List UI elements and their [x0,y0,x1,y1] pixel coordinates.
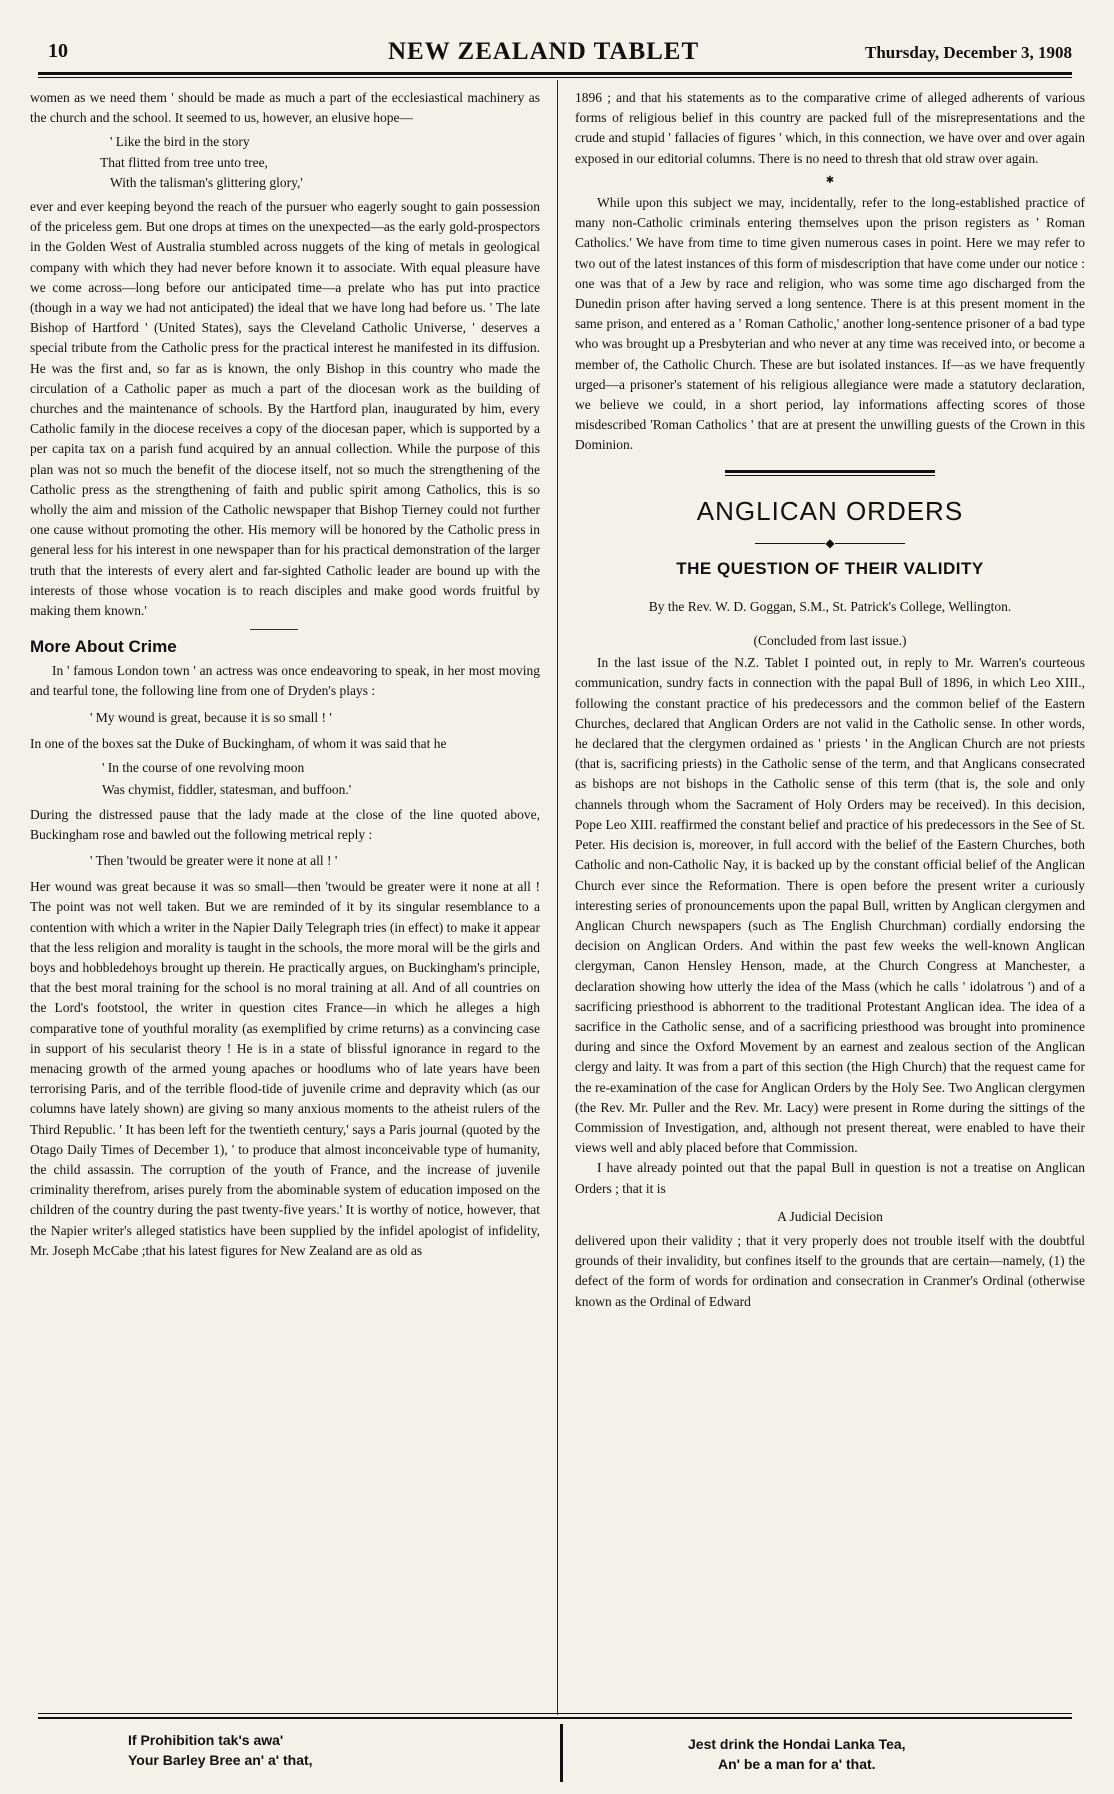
star-divider: ✱ [825,174,835,186]
footer-rule-thick [38,1717,1072,1719]
issue-date: Thursday, December 3, 1908 [865,43,1072,62]
verse-buckingham [102,758,540,800]
hartford-paragraph: ever and ever keeping beyond the reach of the pursuer who eagerly sought to gain possession of the priceless gem. But one drops at times on the unexpected—as the early gold-prospectors in the Golden West of Australia stumbled across nuggets of the king of metals in geological company with which they had never before known it to associate. With equal pleasure have we come across—long before our anticipated time—a prelate who has put into practice (though in a way we had not anticipated) the ideal that we have long had before us. ' The late Bishop of Hartford ' (United States), says the Cleveland Catholic Universe, ' deserves a special tribute from the Catholic press for the practical interest he manifested in its diffusion. He was the first and, so far as is known, the only Bishop in this country who made the circulation of a Catholic paper as much a part of the diocesan work as the building of churches and the maintenance of schools. By the Hartford plan, inaugurated by him, every Catholic family in the diocese receives a copy of the diocesan paper, which is supported by a per capita tax on a parish fund acquired by an annual collection. While the purpose of this plan was not so much the benefit of the diocese itself, not so much the strengthening of the Catholic press as the strengthening of faith and public spirit among Catholics, this is so wholly the aim and mission of the Catholic newspaper that Bishop Tierney could not further one cause without promoting the other. His memory will be honored by the Catholic press in general less for his interest in one newspaper than for his practical demonstration of the larger truth that the interests of every alert and far-sighted Catholic leader are bound up with the interests of those whose vocation is to reach disciples and make good words fruitful by making them known.' [30,199,540,619]
advert-line: An' be a man for a' that. [718,1756,876,1772]
crime-paragraph: Her wound was great because it was so small—then 'twould be greater were it none at all ! The point was not well taken. But we are reminded of it by its singular resemblance to a contention with which a writer in the Napier Daily Telegraph tries (in effect) to make it appear that the less religion and morality is taught in the schools, the more moral will be the girls and boys and hobbledehoys brought up therein. He practically argues, on Buckingham's principle, that the best moral training for the school is no moral training at all. And of all countries on the Lord's footstool, the writer in question cites France—in which he alleges a high comparative tone of youthful morality (as exemplified by crime returns) as a convincing case in support of his secularist theory ! He is in a state of blissful ignorance in regard to the menacing growth of the armed young apaches or hoodlums who of late years have been terrorising Paris, and of the terrible flood-tide of juvenile crime and depravity which (as our columns have lately shown) are giving so many anxious moments to the atheist rulers of the Third Republic. ' It has been left for the twentieth century,' says a Paris journal (quoted by the Otago Daily Times of December 1), ' to produce that almost inconceivable type of humanity, the child assassin. The corruption of the youth of France, and the increase of juvenile criminality therefrom, arises purely from the abominable system of education imposed on the children of the country during the past twenty-five years.' It is worthy of notice, however, that the Napier writer's alleged statistics have been supplied by the infidel apologist of infidelity, Mr. Joseph McCabe ;that his latest figures for New Zealand are as old as [30,879,540,1258]
article-paragraph: In the last issue of the N.Z. Tablet I pointed out, in reply to Mr. Warren's courteous communication, sundry facts in connection with the papal Bull of 1896, in which Leo XIII., following the constant practice of his predecessors and the common belief of the Eastern Churches, declared that Anglican Orders are not valid in the Catholic sense. In other words, he declared that the clergymen ordained as ' priests ' in the Anglican Church are not priests (that is, sacrificing priests) in the Catholic sense of the term, and that Anglicans consecrated as bishops are not bishops in the Catholic sense of this term (that is, the sole and only channels through whom the Sacrament of Holy Orders may be received). In this decision, Pope Leo XIII. reaffirmed the constant belief and practice of his predecessors in the See of St. Peter. His decision is, moreover, in full accord with the belief of the Eastern Churches, both Catholic and non-Catholic Nay, it is backed up by the constant official belief of the Anglican Church ever since the Reformation. There is open before the present writer a curiously interesting series of pronouncements upon the papal Bull, written by Anglican clergymen and Anglican Church newspapers (such as The English Churchman) cordially endorsing the decision on Anglican Orders. And within the past few weeks the well-known Anglican clergyman, Canon Hensley Henson, made, at the Church Congress at Manchester, a declaration showing how utterly the idea of the Mass (which he calls ' idolatrous ') and of a sacrificing priesthood is abhorrent to the traditional Protestant Anglican idea. The idea of a sacrifice in the Catholic sense, and of a sacrificing priesthood was brought into prominence during and since the Oxford Movement by an earnest and zealous section of the Anglican clergy and laity. It was from a part of this section (the High Church) that the request came for the re-examination of the case for Anglican Orders by the Holy See. Two Anglican clergymen (the Rev. Mr. Puller and the Rev. Mr. Lacy) were present in Rome during the sittings of the Commission of Investigation, and, although not present thereat, were enabled to have their views well and ably placed before that Commission. [575,655,1085,1156]
masthead [38,40,1072,70]
verse-line: With the talisman's glittering glory,' [110,174,303,190]
paper-title: NEW ZEALAND TABLET [388,38,700,65]
article-byline: By the Rev. W. D. Goggan, S.M., St. Patrick's College, Wellington. [648,598,1012,614]
advert-line: If Prohibition tak's awa' [128,1732,284,1748]
column-divider [557,80,558,1715]
section-rule [250,629,298,630]
crime-paragraph: In one of the boxes sat the Duke of Buckingham, of whom it was said that he [30,735,447,751]
quote-wound: ' My wound is great, because it is so small ! ' [90,709,332,725]
article-paragraph: delivered upon their validity ; that it very properly does not trouble itself with the doubtful grounds of their invalidity, but confines itself to the grounds that are certain—namely, (1) the defect of the form of words for ordination and consecration in Cranmer's Ordinal (otherwise known as the Ordinal of Edward [575,1232,1085,1309]
advert-line: Jest drink the Hondai Lanka Tea, [688,1736,906,1752]
verse-line: ' Like the bird in the story [110,134,250,150]
left-column [30,88,540,1261]
article-separator [725,470,935,476]
prison-paragraph: While upon this subject we may, incidentally, refer to the long-established practice of many non-Catholic criminals entering themselves upon the prison registers as ' Roman Catholics.' We have from time to time given numerous cases in point. Here we may refer to two out of the latest instances of this form of misdescription that have come under our notice : one was that of a Jew by race and religion, who was some time ago discharged from the Dunedin prison after having served a long sentence. There is at this present moment in the same prison, and entered as a ' Roman Catholic,' another long-sentence prisoner of a bad type who was brought up a Presbyterian and who never at any time was received into, or become a member of, the Catholic Church. These are but isolated instances. If—as we have frequently urged—a prisoner's statement of his religious allegiance were made a statutory declaration, we believe we could, in a short period, lay informations affecting scores of those misdescribed 'Roman Catholics ' that are at present the unwilling guests of the Crown in this Dominion. [575,195,1085,453]
masthead-rule [38,72,1072,75]
page-number: 10 [48,40,68,62]
article-subtitle: THE QUESTION OF THEIR VALIDITY [676,558,984,578]
advert-divider [560,1724,563,1782]
advert-line: Your Barley Bree an' a' that, [128,1752,313,1768]
verse-line: ' In the course of one revolving moon [102,760,305,776]
verse-line: That flitted from tree unto tree, [100,154,268,170]
footer-rule [38,1713,1072,1714]
masthead-rule-thin [38,77,1072,78]
crime-paragraph: During the distressed pause that the lady made at the close of the line quoted above, Buckingham rose and bawled out the following metrical reply : [30,806,540,842]
subheading-judicial: A Judicial Decision [777,1208,883,1224]
advert-right [688,1734,906,1774]
article-paragraph: I have already pointed out that the papal Bull in question is not a treatise on Anglican Orders ; that it is [575,1160,1085,1196]
right-column [575,88,1085,1312]
crime-paragraph: In ' famous London town ' an actress was once endeavoring to speak, in her most moving and tearful tone, the following line from one of Dryden's plays : [30,663,540,699]
verse-bird [100,132,540,193]
statistics-paragraph: 1896 ; and that his statements as to the comparative crime of alleged adherents of various forms of religious belief in this country are packed full of the misrepresentations and the crude and stupid ' fallacies of figures ' which, in this connection, we have over and over again exposed in our editorial columns. There is no need to thresh that old straw over again. [575,90,1085,166]
advert-left [128,1730,313,1770]
article-title: ANGLICAN ORDERS [696,495,964,526]
continued-note: (Concluded from last issue.) [753,633,907,649]
verse-line: Was chymist, fiddler, statesman, and buffoon.' [102,782,352,798]
section-heading-crime: More About Crime [30,637,540,657]
quote-reply: ' Then 'twould be greater were it none at all ! ' [90,852,338,868]
diamond-rule: ◆ [575,533,1085,553]
intro-paragraph: women as we need them ' should be made as much a part of the ecclesiastical machinery as the church and the school. It seemed to us, however, an elusive hope— [30,90,540,126]
